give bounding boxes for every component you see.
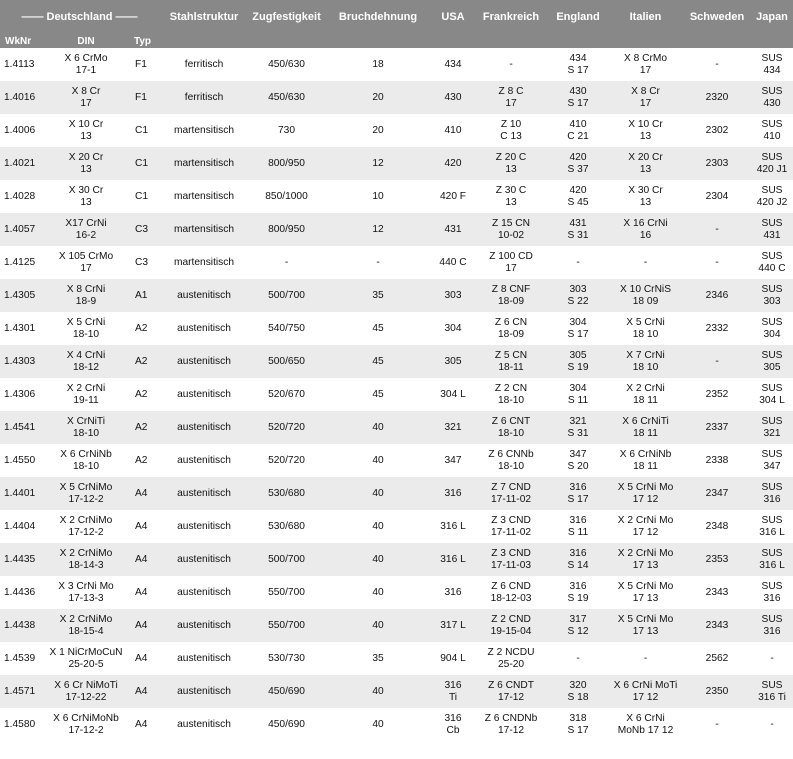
cell-typ: A4 [129,543,159,576]
cell-zugfestigkeit: 530/680 [249,477,324,510]
cell-england: 303 S 22 [548,279,608,312]
cell-wknr: 1.4057 [0,213,43,246]
cell-din: X 5 CrNi 18-10 [43,312,129,345]
cell-usa: 430 [432,81,474,114]
table-row [0,444,793,477]
cell-frankreich: Z 2 CN 18-10 [474,378,548,411]
cell-frankreich: Z 7 CND 17-11-02 [474,477,548,510]
cell-england: 304 S 17 [548,312,608,345]
cell-italien: X 10 CrNiS 18 09 [608,279,683,312]
cell-usa: 316 L [432,510,474,543]
cell-typ: A4 [129,576,159,609]
cell-england: 420 S 45 [548,180,608,213]
cell-frankreich: Z 100 CD 17 [474,246,548,279]
table-row [0,543,793,576]
cell-italien: X 30 Cr 13 [608,180,683,213]
cell-italien: X 8 CrMo 17 [608,48,683,81]
cell-bruchdehnung: 35 [324,279,432,312]
cell-schweden: 2343 [683,576,751,609]
cell-wknr: 1.4435 [0,543,43,576]
cell-stahlstruktur: austenitisch [159,510,249,543]
cell-wknr: 1.4539 [0,642,43,675]
cell-japan: SUS 347 [751,444,793,477]
cell-schweden: 2346 [683,279,751,312]
table-header [0,0,793,48]
cell-england: 305 S 19 [548,345,608,378]
cell-japan: SUS 440 C [751,246,793,279]
cell-wknr: 1.4571 [0,675,43,708]
cell-usa: 316 Ti [432,675,474,708]
header-bruchdehnung: Bruchdehnung [324,0,432,34]
cell-bruchdehnung: 40 [324,576,432,609]
cell-england: 317 S 12 [548,609,608,642]
cell-zugfestigkeit: - [249,246,324,279]
table-row [0,345,793,378]
header-england: England [548,0,608,34]
cell-typ: C3 [129,246,159,279]
cell-stahlstruktur: austenitisch [159,312,249,345]
cell-usa: 420 [432,147,474,180]
table-row [0,675,793,708]
cell-stahlstruktur: austenitisch [159,279,249,312]
table-row [0,279,793,312]
cell-wknr: 1.4301 [0,312,43,345]
cell-stahlstruktur: austenitisch [159,708,249,741]
cell-italien: X 2 CrNi Mo 17 12 [608,510,683,543]
header-wknr: WkNr [0,34,43,48]
cell-typ: C3 [129,213,159,246]
cell-bruchdehnung: 40 [324,675,432,708]
cell-japan: SUS 434 [751,48,793,81]
cell-wknr: 1.4305 [0,279,43,312]
cell-stahlstruktur: austenitisch [159,378,249,411]
cell-bruchdehnung: 10 [324,180,432,213]
cell-stahlstruktur: martensitisch [159,213,249,246]
cell-japan: SUS 316 L [751,543,793,576]
cell-schweden: 2338 [683,444,751,477]
cell-stahlstruktur: austenitisch [159,411,249,444]
cell-wknr: 1.4006 [0,114,43,147]
cell-zugfestigkeit: 800/950 [249,147,324,180]
cell-stahlstruktur: austenitisch [159,345,249,378]
cell-italien: X 6 CrNi MoTi 17 12 [608,675,683,708]
cell-din: X CrNiTi 18-10 [43,411,129,444]
cell-japan: SUS 303 [751,279,793,312]
cell-schweden: 2302 [683,114,751,147]
cell-usa: 303 [432,279,474,312]
table-row [0,609,793,642]
cell-frankreich: Z 2 CND 19-15-04 [474,609,548,642]
cell-japan: SUS 304 L [751,378,793,411]
cell-usa: 317 L [432,609,474,642]
cell-schweden: 2343 [683,609,751,642]
header-typ: Typ [129,34,159,48]
cell-frankreich: Z 3 CND 17-11-03 [474,543,548,576]
cell-japan: SUS 431 [751,213,793,246]
cell-din: X 6 CrNiMoNb 17-12-2 [43,708,129,741]
cell-usa: 316 [432,576,474,609]
cell-japan: - [751,642,793,675]
cell-usa: 431 [432,213,474,246]
cell-japan: SUS 316 [751,609,793,642]
cell-din: X 2 CrNiMo 17-12-2 [43,510,129,543]
table-row [0,312,793,345]
cell-zugfestigkeit: 450/630 [249,48,324,81]
cell-schweden: - [683,345,751,378]
cell-england: 318 S 17 [548,708,608,741]
table-row [0,477,793,510]
table-row [0,246,793,279]
cell-zugfestigkeit: 550/700 [249,576,324,609]
cell-frankreich: - [474,48,548,81]
cell-typ: A4 [129,642,159,675]
cell-schweden: 2337 [683,411,751,444]
cell-wknr: 1.4113 [0,48,43,81]
cell-england: 316 S 11 [548,510,608,543]
cell-zugfestigkeit: 800/950 [249,213,324,246]
table-row [0,642,793,675]
cell-usa: 347 [432,444,474,477]
cell-italien: X 5 CrNi Mo 17 13 [608,576,683,609]
cell-japan: SUS 305 [751,345,793,378]
cell-bruchdehnung: 40 [324,708,432,741]
cell-zugfestigkeit: 540/750 [249,312,324,345]
cell-bruchdehnung: 45 [324,345,432,378]
cell-schweden: 2332 [683,312,751,345]
cell-frankreich: Z 2 NCDU 25-20 [474,642,548,675]
cell-schweden: - [683,213,751,246]
cell-usa: 904 L [432,642,474,675]
cell-stahlstruktur: austenitisch [159,444,249,477]
cell-japan: SUS 420 J1 [751,147,793,180]
table-row [0,213,793,246]
cell-typ: F1 [129,48,159,81]
cell-usa: 440 C [432,246,474,279]
cell-japan: SUS 321 [751,411,793,444]
cell-typ: A4 [129,477,159,510]
cell-bruchdehnung: 12 [324,213,432,246]
cell-england: - [548,642,608,675]
table-row [0,114,793,147]
cell-din: X 8 Cr 17 [43,81,129,114]
cell-stahlstruktur: martensitisch [159,147,249,180]
cell-typ: A4 [129,609,159,642]
cell-typ: A2 [129,411,159,444]
cell-schweden: 2348 [683,510,751,543]
cell-din: X 3 CrNi Mo 17-13-3 [43,576,129,609]
cell-din: X 6 CrMo 17-1 [43,48,129,81]
cell-schweden: 2320 [683,81,751,114]
cell-wknr: 1.4580 [0,708,43,741]
header-usa: USA [432,0,474,34]
cell-schweden: - [683,708,751,741]
cell-italien: - [608,246,683,279]
cell-italien: X 7 CrNi 18 10 [608,345,683,378]
cell-bruchdehnung: 35 [324,642,432,675]
cell-england: 321 S 31 [548,411,608,444]
cell-zugfestigkeit: 530/730 [249,642,324,675]
cell-italien: X 16 CrNi 16 [608,213,683,246]
cell-japan: SUS 316 [751,576,793,609]
cell-wknr: 1.4404 [0,510,43,543]
cell-bruchdehnung: 20 [324,114,432,147]
header-japan: Japan [751,0,793,34]
cell-zugfestigkeit: 450/690 [249,708,324,741]
cell-din: X 1 NiCrMoCuN 25-20-5 [43,642,129,675]
cell-england: 347 S 20 [548,444,608,477]
cell-stahlstruktur: austenitisch [159,642,249,675]
cell-frankreich: Z 5 CN 18-11 [474,345,548,378]
cell-frankreich: Z 10 C 13 [474,114,548,147]
cell-italien: X 10 Cr 13 [608,114,683,147]
cell-zugfestigkeit: 500/700 [249,279,324,312]
cell-wknr: 1.4436 [0,576,43,609]
cell-italien: X 20 Cr 13 [608,147,683,180]
cell-schweden: 2562 [683,642,751,675]
cell-zugfestigkeit: 530/680 [249,510,324,543]
cell-din: X 10 Cr 13 [43,114,129,147]
cell-stahlstruktur: austenitisch [159,576,249,609]
cell-frankreich: Z 6 CNDNb 17-12 [474,708,548,741]
cell-england: 431 S 31 [548,213,608,246]
cell-england: 316 S 14 [548,543,608,576]
cell-england: 434 S 17 [548,48,608,81]
table-row [0,147,793,180]
cell-bruchdehnung: 40 [324,609,432,642]
cell-england: 420 S 37 [548,147,608,180]
cell-italien: X 8 Cr 17 [608,81,683,114]
cell-england: 304 S 11 [548,378,608,411]
table-row [0,180,793,213]
cell-typ: A2 [129,444,159,477]
cell-typ: A2 [129,345,159,378]
table-row [0,576,793,609]
cell-zugfestigkeit: 520/720 [249,444,324,477]
table-row [0,81,793,114]
cell-england: 316 S 19 [548,576,608,609]
cell-italien: X 5 CrNi 18 10 [608,312,683,345]
cell-italien: X 6 CrNi MoNb 17 12 [608,708,683,741]
cell-wknr: 1.4438 [0,609,43,642]
cell-usa: 321 [432,411,474,444]
table-row [0,378,793,411]
cell-italien: X 5 CrNi Mo 17 12 [608,477,683,510]
cell-frankreich: Z 8 C 17 [474,81,548,114]
cell-stahlstruktur: austenitisch [159,675,249,708]
cell-typ: A4 [129,675,159,708]
cell-england: - [548,246,608,279]
cell-japan: SUS 316 [751,477,793,510]
cell-japan: SUS 420 J2 [751,180,793,213]
cell-frankreich: Z 6 CNDT 17-12 [474,675,548,708]
cell-schweden: 2304 [683,180,751,213]
table-row [0,510,793,543]
cell-bruchdehnung: 18 [324,48,432,81]
cell-wknr: 1.4306 [0,378,43,411]
cell-frankreich: Z 6 CND 18-12-03 [474,576,548,609]
cell-schweden: 2350 [683,675,751,708]
cell-stahlstruktur: martensitisch [159,246,249,279]
cell-zugfestigkeit: 500/650 [249,345,324,378]
cell-din: X 2 CrNiMo 18-15-4 [43,609,129,642]
cell-frankreich: Z 6 CNT 18-10 [474,411,548,444]
cell-wknr: 1.4303 [0,345,43,378]
cell-typ: A4 [129,708,159,741]
cell-england: 320 S 18 [548,675,608,708]
cell-din: X 8 CrNi 18-9 [43,279,129,312]
cell-england: 316 S 17 [548,477,608,510]
cell-italien: X 2 CrNi 18 11 [608,378,683,411]
cell-usa: 410 [432,114,474,147]
cell-frankreich: Z 20 C 13 [474,147,548,180]
cell-stahlstruktur: austenitisch [159,609,249,642]
cell-usa: 316 [432,477,474,510]
cell-typ: F1 [129,81,159,114]
cell-typ: A2 [129,378,159,411]
cell-schweden: - [683,48,751,81]
cell-italien: - [608,642,683,675]
header-deutschland-group: —— Deutschland —— [0,0,159,34]
cell-frankreich: Z 8 CNF 18-09 [474,279,548,312]
cell-frankreich: Z 15 CN 10-02 [474,213,548,246]
cell-bruchdehnung: 40 [324,477,432,510]
cell-stahlstruktur: austenitisch [159,477,249,510]
cell-din: X17 CrNi 16-2 [43,213,129,246]
cell-england: 410 C 21 [548,114,608,147]
cell-stahlstruktur: ferritisch [159,81,249,114]
table-row [0,708,793,741]
cell-stahlstruktur: ferritisch [159,48,249,81]
cell-wknr: 1.4541 [0,411,43,444]
cell-bruchdehnung: 40 [324,510,432,543]
cell-frankreich: Z 30 C 13 [474,180,548,213]
cell-schweden: - [683,246,751,279]
cell-bruchdehnung: 12 [324,147,432,180]
cell-zugfestigkeit: 450/630 [249,81,324,114]
cell-usa: 305 [432,345,474,378]
cell-italien: X 6 CrNiTi 18 11 [608,411,683,444]
cell-din: X 30 Cr 13 [43,180,129,213]
cell-italien: X 2 CrNi Mo 17 13 [608,543,683,576]
cell-din: X 105 CrMo 17 [43,246,129,279]
cell-din: X 5 CrNiMo 17-12-2 [43,477,129,510]
cell-din: X 2 CrNiMo 18-14-3 [43,543,129,576]
cell-zugfestigkeit: 850/1000 [249,180,324,213]
cell-italien: X 5 CrNi Mo 17 13 [608,609,683,642]
cell-stahlstruktur: martensitisch [159,180,249,213]
header-zugfestigkeit: Zugfestigkeit [249,0,324,34]
cell-bruchdehnung: 45 [324,378,432,411]
cell-schweden: 2303 [683,147,751,180]
cell-din: X 4 CrNi 18-12 [43,345,129,378]
cell-bruchdehnung: 40 [324,411,432,444]
cell-england: 430 S 17 [548,81,608,114]
cell-stahlstruktur: austenitisch [159,543,249,576]
cell-frankreich: Z 6 CNNb 18-10 [474,444,548,477]
cell-japan: SUS 316 Ti [751,675,793,708]
cell-schweden: 2352 [683,378,751,411]
cell-japan: SUS 430 [751,81,793,114]
cell-zugfestigkeit: 450/690 [249,675,324,708]
cell-din: X 6 Cr NiMoTi 17-12-22 [43,675,129,708]
cell-wknr: 1.4016 [0,81,43,114]
cell-usa: 434 [432,48,474,81]
cell-bruchdehnung: 40 [324,543,432,576]
cell-typ: C1 [129,180,159,213]
cell-zugfestigkeit: 500/700 [249,543,324,576]
header-frankreich: Frankreich [474,0,548,34]
cell-din: X 2 CrNi 19-11 [43,378,129,411]
cell-stahlstruktur: martensitisch [159,114,249,147]
cell-bruchdehnung: 40 [324,444,432,477]
cell-zugfestigkeit: 520/720 [249,411,324,444]
cell-wknr: 1.4550 [0,444,43,477]
cell-typ: A4 [129,510,159,543]
header-stahlstruktur: Stahlstruktur [159,0,249,34]
cell-typ: A1 [129,279,159,312]
cell-japan: SUS 316 L [751,510,793,543]
cell-wknr: 1.4021 [0,147,43,180]
cell-typ: C1 [129,147,159,180]
cell-usa: 420 F [432,180,474,213]
cell-schweden: 2353 [683,543,751,576]
cell-japan: SUS 410 [751,114,793,147]
cell-usa: 304 L [432,378,474,411]
table-row [0,48,793,81]
cell-wknr: 1.4401 [0,477,43,510]
cell-japan: SUS 304 [751,312,793,345]
header-din: DIN [43,34,129,48]
cell-typ: A2 [129,312,159,345]
table-body [0,48,793,741]
cell-zugfestigkeit: 520/670 [249,378,324,411]
cell-japan: - [751,708,793,741]
cell-bruchdehnung: 20 [324,81,432,114]
cell-italien: X 6 CrNiNb 18 11 [608,444,683,477]
cell-bruchdehnung: 45 [324,312,432,345]
cell-frankreich: Z 6 CN 18-09 [474,312,548,345]
cell-din: X 6 CrNiNb 18-10 [43,444,129,477]
cell-zugfestigkeit: 730 [249,114,324,147]
header-schweden: Schweden [683,0,751,34]
cell-zugfestigkeit: 550/700 [249,609,324,642]
cell-usa: 304 [432,312,474,345]
cell-schweden: 2347 [683,477,751,510]
table-row [0,411,793,444]
cell-din: X 20 Cr 13 [43,147,129,180]
cell-usa: 316 Cb [432,708,474,741]
cell-usa: 316 L [432,543,474,576]
header-italien: Italien [608,0,683,34]
cell-bruchdehnung: - [324,246,432,279]
cell-wknr: 1.4125 [0,246,43,279]
cell-typ: C1 [129,114,159,147]
cell-wknr: 1.4028 [0,180,43,213]
cell-frankreich: Z 3 CND 17-11-02 [474,510,548,543]
